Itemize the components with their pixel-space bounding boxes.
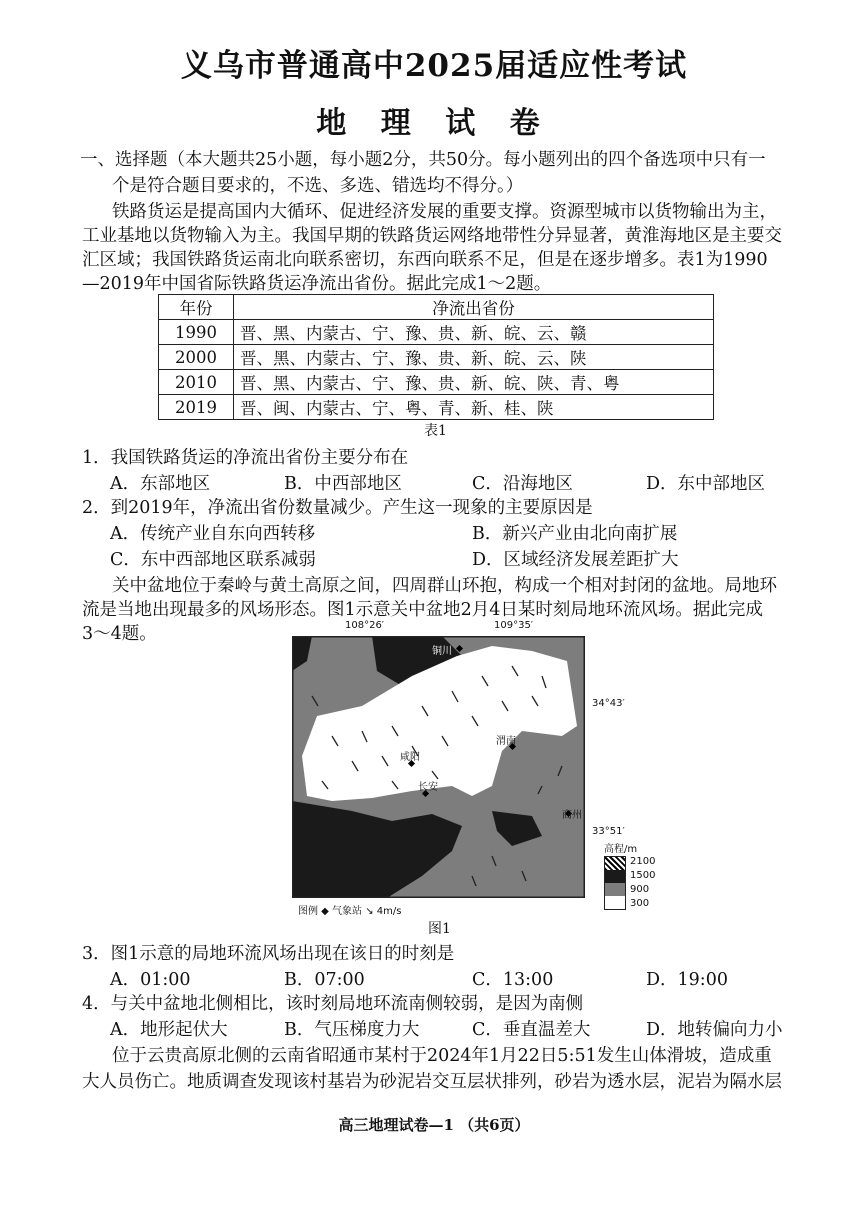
table-cell-year: 2019 [159, 395, 234, 420]
legend-value: 300 [630, 898, 650, 909]
elevation-legend-bar [604, 856, 626, 910]
passage3-line: 大人员伤亡。地质调查发现该村基岩为砂泥岩交互层状排列，砂岩为透水层，泥岩为隔水层 [82, 1072, 782, 1092]
section-heading-line1: 一、选择题（本大题共25小题，每小题2分，共50分。每小题列出的四个备选项中只有一 [80, 150, 766, 170]
map-lon-label: 109°35′ [494, 620, 534, 631]
place-label: 铜川 [432, 646, 452, 657]
table-cell-year: 2010 [159, 370, 234, 395]
section-heading-line2: 个是符合题目要求的，不选、多选、错选均不得分。） [112, 176, 524, 196]
question-3-stem: 3．图1示意的局地环流风场出现在该日的时刻是 [82, 944, 455, 964]
table-header-row [159, 295, 714, 320]
table-cell-provinces: 晋、黑、内蒙古、宁、豫、贵、新、皖、云、赣 [234, 320, 714, 345]
question-1-stem: 1．我国铁路货运的净流出省份主要分布在 [82, 448, 409, 468]
q4-option-b[interactable]: B．气压梯度力大 [284, 1020, 420, 1040]
place-label: 渭南 [496, 736, 516, 747]
question-4-stem: 4．与关中盆地北侧相比，该时刻局地环流南侧较弱，是因为南侧 [82, 994, 584, 1014]
q4-option-d[interactable]: D．地转偏向力小 [646, 1020, 783, 1040]
place-label: 商州 [562, 810, 582, 821]
legend-value: 900 [630, 884, 650, 895]
q1-option-b[interactable]: B．中西部地区 [284, 474, 402, 494]
map-lat-label: 33°51′ [592, 826, 625, 837]
map-lon-label: 108°26′ [345, 620, 385, 631]
q2-option-b[interactable]: B．新兴产业由北向南扩展 [472, 524, 678, 544]
table-cell-provinces: 晋、闽、内蒙古、宁、粤、青、新、桂、陕 [234, 395, 714, 420]
table-cell-year: 1990 [159, 320, 234, 345]
map-legend-note: 图例 ◆ 气象站 ↘ 4m/s [298, 906, 402, 917]
table-1 [158, 294, 714, 420]
table-row [159, 370, 714, 395]
table-row [159, 345, 714, 370]
exam-subtitle: 地 理 试 卷 [316, 106, 552, 141]
legend-title: 高程/m [604, 844, 638, 855]
place-label: 长安 [418, 782, 438, 793]
passage1-line: 铁路货运是提高国内大循环、促进经济发展的重要支撑。资源型城市以货物输出为主， [112, 202, 777, 222]
passage2-line: 3～4题。 [82, 624, 157, 644]
place-label: 咸阳 [400, 752, 420, 763]
page-footer: 高三地理试卷—1 （共6页） [338, 1116, 530, 1134]
exam-title: 义乌市普通高中2025届适应性考试 [180, 48, 688, 84]
q4-option-c[interactable]: C．垂直温差大 [472, 1020, 591, 1040]
passage1-line: 工业基地以货物输入为主。我国早期的铁路货运网络地带性分异显著，黄淮海地区是主要交 [82, 226, 782, 246]
passage3-line: 位于云贵高原北侧的云南省昭通市某村于2024年1月22日5:51发生山体滑坡，造成重 [112, 1046, 772, 1066]
q2-option-a[interactable]: A．传统产业自东向西转移 [110, 524, 316, 544]
passage2-line: 关中盆地位于秦岭与黄土高原之间，四周群山环抱，构成一个相对封闭的盆地。局地环 [112, 576, 777, 596]
q4-option-a[interactable]: A．地形起伏大 [110, 1020, 228, 1040]
q3-option-d[interactable]: D．19:00 [646, 970, 728, 990]
q3-option-b[interactable]: B．07:00 [284, 970, 365, 990]
q1-option-c[interactable]: C．沿海地区 [472, 474, 573, 494]
table-header-provinces: 净流出省份 [234, 295, 714, 320]
legend-value: 1500 [630, 870, 656, 881]
passage2-line: 流是当地出现最多的风场形态。图1示意关中盆地2月4日某时刻局地环流风场。据此完成 [82, 600, 763, 620]
q2-option-d[interactable]: D．区域经济发展差距扩大 [472, 550, 679, 570]
q3-option-a[interactable]: A．01:00 [110, 970, 191, 990]
question-2-stem: 2．到2019年，净流出省份数量减少。产生这一现象的主要原因是 [82, 498, 593, 518]
table-row [159, 395, 714, 420]
figure-caption: 图1 [428, 921, 451, 937]
table-cell-provinces: 晋、黑、内蒙古、宁、豫、贵、新、皖、云、陕 [234, 345, 714, 370]
q1-option-a[interactable]: A．东部地区 [110, 474, 211, 494]
legend-value: 2100 [630, 856, 656, 867]
table-caption: 表1 [424, 423, 447, 439]
map-lat-label: 34°43′ [592, 698, 625, 709]
q1-option-d[interactable]: D．东中部地区 [646, 474, 766, 494]
q2-option-c[interactable]: C．东中西部地区联系减弱 [110, 550, 316, 570]
wind-field-map [292, 636, 585, 898]
q3-option-c[interactable]: C．13:00 [472, 970, 554, 990]
table-cell-year: 2000 [159, 345, 234, 370]
table-header-year: 年份 [159, 295, 234, 320]
passage1-line: —2019年中国省际铁路货运净流出省份。据此完成1～2题。 [82, 274, 552, 294]
passage1-line: 汇区域；我国铁路货运南北向联系密切，东西向联系不足，但是在逐步增多。表1为1990 [82, 250, 768, 270]
table-row [159, 320, 714, 345]
table-cell-provinces: 晋、黑、内蒙古、宁、豫、贵、新、皖、陕、青、粤 [234, 370, 714, 395]
